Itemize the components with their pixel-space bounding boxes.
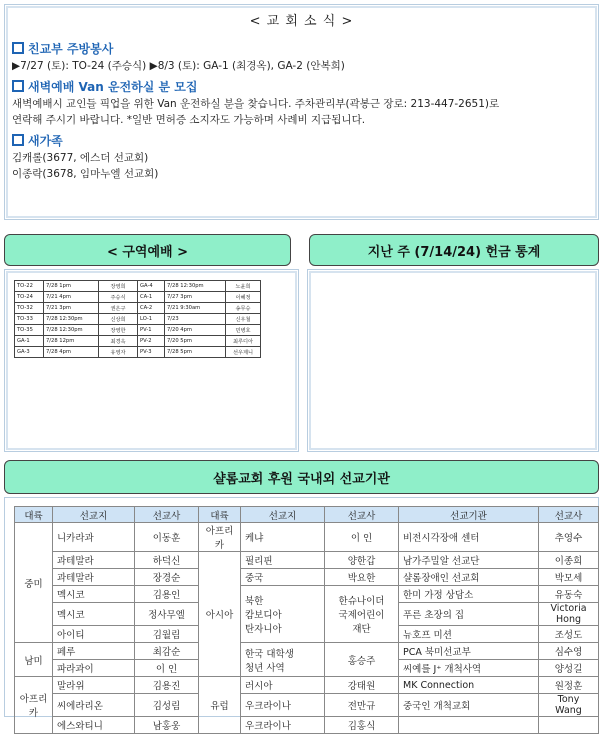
- van-driver-line-2: 연락해 주시기 바랍니다. *일반 면허증 소지자도 가능하며 사례비 지급됩니다.: [12, 114, 366, 126]
- section-new-family: [12, 132, 63, 149]
- mission-row: [15, 694, 599, 717]
- mission-row: [15, 552, 599, 569]
- section-heading: 새벽예배 Van 운전하실 분 모집: [28, 80, 198, 94]
- district-cell: PV-1: [138, 325, 165, 336]
- section-heading: 새가족: [28, 134, 63, 148]
- new-family-line-1: 김캐롤(3677, 에스더 선교회): [12, 152, 149, 164]
- district-cell: LO-1: [138, 314, 165, 325]
- mission-place: 케냐: [241, 523, 325, 552]
- district-cell: 7/20 5pm: [165, 336, 226, 347]
- agency-name: 씨예를 J⁺ 개척사역: [399, 660, 539, 677]
- district-cell: 주승식: [99, 292, 138, 303]
- missionary-name: 하덕신: [135, 552, 199, 569]
- tab-mission-agencies[interactable]: 샬롬교회 후원 국내외 선교기관: [4, 460, 599, 494]
- square-bullet-icon: [12, 134, 24, 146]
- new-family-line-2: 이종락(3678, 임마누엘 선교회): [12, 168, 159, 180]
- agency-name: 한미 가정 상담소: [399, 586, 539, 603]
- mission-place: 에스와티니: [53, 717, 135, 734]
- district-cell: 7/28 12:30pm: [44, 314, 99, 325]
- missionary-name: 박요한: [325, 569, 399, 586]
- missionary-name: 최감순: [135, 643, 199, 660]
- district-cell: 7/21 3pm: [44, 303, 99, 314]
- mission-header-cell: 대륙: [15, 507, 53, 523]
- district-cell: 최루디아: [226, 336, 261, 347]
- district-cell: GA-4: [138, 281, 165, 292]
- agency-name: 샬롬장애인 선교회: [399, 569, 539, 586]
- district-cell: CA-1: [138, 292, 165, 303]
- district-cell: 7/28 1pm: [44, 281, 99, 292]
- district-cell: TO-33: [15, 314, 44, 325]
- mission-header-cell: 대륙: [199, 507, 241, 523]
- mission-place: 파라과이: [53, 660, 135, 677]
- missionary-name: 이종희: [539, 552, 599, 569]
- district-cell: 7/28 12:30pm: [165, 281, 226, 292]
- tab-offering-stats[interactable]: 지난 주 (7/14/24) 헌금 통계: [309, 234, 599, 266]
- missionary-name: 김용인: [135, 586, 199, 603]
- missionary-name: 강태원: [325, 677, 399, 694]
- missionary-name: 이동훈: [135, 523, 199, 552]
- missionary-name: 김용진: [135, 677, 199, 694]
- missionary-name: 심수영: [539, 643, 599, 660]
- district-row: [15, 303, 261, 314]
- mission-place: 러시아: [241, 677, 325, 694]
- mission-place: 씨에라리온: [53, 694, 135, 717]
- district-cell: 신우철: [226, 314, 261, 325]
- district-cell: 유영자: [99, 347, 138, 358]
- mission-row: [15, 643, 599, 660]
- section-heading: 친교부 주방봉사: [28, 42, 114, 56]
- missionary-name: 조성도: [539, 626, 599, 643]
- district-cell: 7/21 9:30am: [165, 303, 226, 314]
- mission-place: 과테말라: [53, 569, 135, 586]
- mission-place: 우크라이나: [241, 694, 325, 717]
- mission-row: [15, 586, 599, 603]
- district-cell: 선우제니: [226, 347, 261, 358]
- missionary-name: 이 인: [135, 660, 199, 677]
- district-cell: TO-35: [15, 325, 44, 336]
- district-row: [15, 336, 261, 347]
- missionary-name: 이 인: [325, 523, 399, 552]
- missionary-name: 김월림: [135, 626, 199, 643]
- district-cell: TO-22: [15, 281, 44, 292]
- district-row: [15, 281, 261, 292]
- agency-name: PCA 북미선교부: [399, 643, 539, 660]
- missionary-name: 홍승주: [325, 643, 399, 677]
- mission-header-cell: 선교사: [325, 507, 399, 523]
- mission-table: [14, 506, 599, 734]
- district-cell: TO-32: [15, 303, 44, 314]
- section-van-driver: [12, 78, 198, 95]
- mission-header-cell: 선교기관: [399, 507, 539, 523]
- continent-cell: 남미: [15, 643, 53, 677]
- square-bullet-icon: [12, 80, 24, 92]
- district-cell: 7/28 12:30pm: [44, 325, 99, 336]
- district-cell: 송무승: [226, 303, 261, 314]
- agency-name: 남가주밀알 선교단: [399, 552, 539, 569]
- missionary-name: 원정훈: [539, 677, 599, 694]
- district-cell: TO-24: [15, 292, 44, 303]
- mission-place: 중국: [241, 569, 325, 586]
- district-cell: 7/28 4pm: [44, 347, 99, 358]
- mission-place: 니카라과: [53, 523, 135, 552]
- mission-place: 과테말라: [53, 552, 135, 569]
- mission-row: [15, 677, 599, 694]
- district-cell: 장영희: [99, 281, 138, 292]
- mission-row: [15, 523, 599, 552]
- missionary-name: 전만규: [325, 694, 399, 717]
- kitchen-service-line: ▶7/27 (토): TO-24 (주승식) ▶8/3 (토): GA-1 (최경옥), GA-2 (안복희): [12, 60, 345, 72]
- mission-place: 아이티: [53, 626, 135, 643]
- district-cell: 민병호: [226, 325, 261, 336]
- continent-cell: 아프리카: [15, 677, 53, 734]
- district-row: [15, 347, 261, 358]
- missionary-name: 김성림: [135, 694, 199, 717]
- district-cell: 7/27 3pm: [165, 292, 226, 303]
- district-schedule-table: [14, 280, 261, 358]
- square-bullet-icon: [12, 42, 24, 54]
- mission-place: 한국 대학생 청년 사역: [241, 643, 325, 677]
- continent-cell: 중미: [15, 523, 53, 643]
- district-cell: 권은구: [99, 303, 138, 314]
- mission-header-cell: 선교사: [135, 507, 199, 523]
- mission-place: 멕시코: [53, 603, 135, 626]
- missionary-name: Victoria Hong: [539, 603, 599, 626]
- mission-header-cell: 선교지: [53, 507, 135, 523]
- district-cell: 장영한: [99, 325, 138, 336]
- continent-cell: 아프리카: [199, 523, 241, 552]
- agency-name: 푸른 초장의 집: [399, 603, 539, 626]
- mission-row: [15, 569, 599, 586]
- district-cell: 노윤희: [226, 281, 261, 292]
- news-title: < 교 회 소 식 >: [249, 14, 354, 29]
- district-cell: PV-3: [138, 347, 165, 358]
- district-cell: PV-2: [138, 336, 165, 347]
- district-cell: GA-1: [15, 336, 44, 347]
- mission-header-cell: 선교지: [241, 507, 325, 523]
- mission-place: 멕시코: [53, 586, 135, 603]
- continent-cell: 유럽: [199, 677, 241, 734]
- district-cell: 7/28 12pm: [44, 336, 99, 347]
- missionary-name: 양한갑: [325, 552, 399, 569]
- missionary-name: 정사무엘: [135, 603, 199, 626]
- mission-header-cell: 선교사: [539, 507, 599, 523]
- missionary-name: 유동숙: [539, 586, 599, 603]
- district-cell: 7/28 5pm: [165, 347, 226, 358]
- missionary-name: 양성길: [539, 660, 599, 677]
- missionary-name: Tony Wang: [539, 694, 599, 717]
- agency-name: [399, 717, 539, 734]
- mission-place: 페루: [53, 643, 135, 660]
- district-row: [15, 314, 261, 325]
- section-kitchen-service: [12, 40, 113, 57]
- district-cell: 7/23: [165, 314, 226, 325]
- missionary-name: 박모세: [539, 569, 599, 586]
- district-cell: 7/21 4pm: [44, 292, 99, 303]
- tab-district-worship[interactable]: < 구역예배 >: [4, 234, 291, 266]
- mission-row: [15, 717, 599, 734]
- district-row: [15, 325, 261, 336]
- missionary-name: 추영수: [539, 523, 599, 552]
- district-cell: 7/20 4pm: [165, 325, 226, 336]
- missionary-name: 김홍식: [325, 717, 399, 734]
- district-row: [15, 292, 261, 303]
- mission-place: 북한 캄보디아 탄자니아: [241, 586, 325, 643]
- missionary-name: [539, 717, 599, 734]
- district-cell: GA-3: [15, 347, 44, 358]
- offering-stats-panel: [307, 269, 599, 452]
- agency-name: 중국인 개척교회: [399, 694, 539, 717]
- continent-cell: 아시아: [199, 552, 241, 677]
- missionary-name: 남홍웅: [135, 717, 199, 734]
- district-cell: 이혜정: [226, 292, 261, 303]
- agency-name: 뉴호프 미션: [399, 626, 539, 643]
- mission-place: 말라위: [53, 677, 135, 694]
- mission-place: 필리핀: [241, 552, 325, 569]
- agency-name: MK Connection: [399, 677, 539, 694]
- district-cell: CA-2: [138, 303, 165, 314]
- agency-name: 비전시각장애 센터: [399, 523, 539, 552]
- district-cell: 신상희: [99, 314, 138, 325]
- district-cell: 최경옥: [99, 336, 138, 347]
- missionary-name: 한슈나이더 국제어린이 재단: [325, 586, 399, 643]
- missionary-name: 장경순: [135, 569, 199, 586]
- van-driver-line-1: 새벽예배시 교인들 픽업을 위한 Van 운전하실 분을 찾습니다. 주차관리부(곽봉근 장로: 213-447-2651)로: [12, 98, 500, 110]
- mission-place: 우크라이나: [241, 717, 325, 734]
